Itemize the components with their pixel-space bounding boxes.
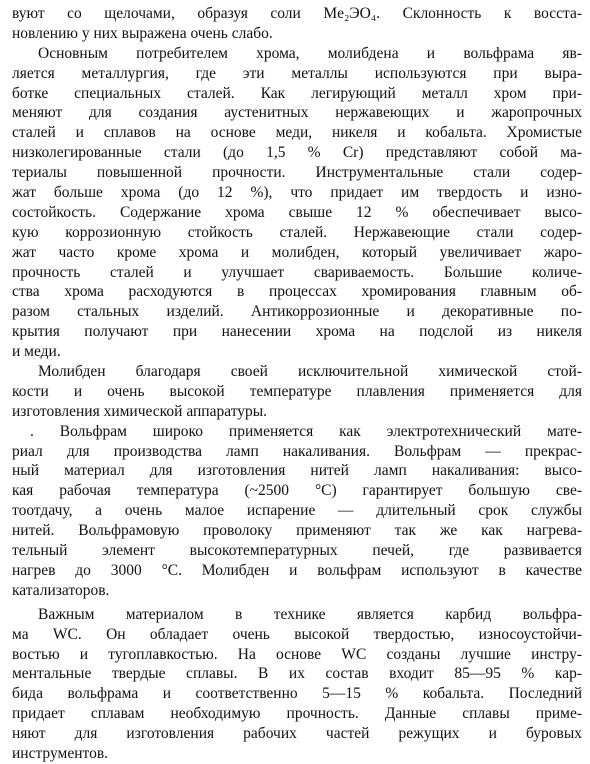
text-line: кую коррозионную стойкость сталей. Нержавеющие стали содер-	[12, 223, 582, 241]
text-line: жат больше хрома (до 12 %), что придает им твердость и изно-	[12, 184, 582, 202]
text-line: изготовления химической аппаратуры.	[12, 402, 268, 420]
text-line: риал для производства ламп накаливания. Вольфрам — прекрас-	[12, 442, 582, 460]
text-line: вуют со щелочами, образуя соли Me₂ЭO₄. Склонность к восста-	[12, 5, 582, 22]
text-line: териалы повышенной прочности. Инструментальные стали содер-	[12, 164, 582, 182]
text-line: няют для изготовления рабочих частей режущих и буровых	[12, 725, 582, 743]
paragraph-1	[12, 4, 582, 44]
text-line: ства хрома расходуются в процессах хромирования главным об-	[12, 283, 582, 301]
paragraph-4	[12, 422, 582, 601]
text-line: нитей. Вольфрамовую проволоку применяют так же как нагрева-	[12, 522, 582, 540]
text-line: тоотдачу, а очень малое испарение — длительный срок службы	[12, 502, 582, 520]
text-line: крытия получают при нанесении хрома на подслой из никеля	[12, 323, 582, 341]
text-line: ный материал для изготовления нитей ламп накаливания: высо-	[12, 462, 582, 480]
text-line: придает сплавам необходимую прочность. Данные сплавы приме-	[12, 705, 582, 723]
text-line: Основным потребителем хрома, молибдена и вольфрама яв-	[38, 44, 582, 62]
text-line: . Вольфрам широко применяется как электротехнический мате-	[30, 422, 582, 440]
paragraph-3	[12, 362, 582, 422]
text-line: бида вольфрама и соответственно 5—15 % кобальта. Последний	[12, 685, 582, 703]
paragraph-2	[12, 44, 582, 362]
text-line: инструментов.	[12, 744, 109, 762]
text-line: катализаторов.	[12, 581, 110, 599]
text-line: разом стальных изделий. Антикоррозионные и декоративные по-	[12, 303, 582, 321]
text-line: ляется металлургия, где эти металлы используются при выра-	[12, 64, 582, 82]
text-line: востью и тугоплавкостью. На основе WC созданы лучшие инстру-	[12, 645, 582, 663]
text-line: сталей и сплавов на основе меди, никеля и кобальта. Хромистые	[12, 124, 582, 142]
text-line: ментальные твердые сплавы. В их состав входит 85—95 % кар-	[12, 665, 582, 683]
paragraph-5	[12, 605, 582, 764]
text-line: жат часто кроме хрома и молибден, который увеличивает жаро-	[12, 243, 582, 261]
text-line: Важным материалом в технике является карбид вольфра-	[38, 605, 582, 623]
text-line: Молибден благодаря своей исключительной химической стой-	[38, 363, 582, 381]
text-line: низколегированные стали (до 1,5 % Cr) представляют собой ма-	[12, 144, 582, 162]
text-line: нагрев до 3000 °C. Молибден и вольфрам используют в качестве	[12, 561, 582, 579]
text-line: кая рабочая температура (~2500 °C) гарантирует большую све-	[12, 482, 582, 500]
text-line: новлению у них выражена очень слабо.	[12, 24, 273, 42]
text-line: прочность сталей и улучшает свариваемость. Большие количе-	[12, 263, 582, 281]
text-line: меняют для создания аустенитных нержавеющих и жаропрочных	[12, 104, 582, 122]
text-line: ма WC. Он обладает очень высокой твердостью, износоустойчи-	[12, 625, 582, 643]
text-line: состойкость. Содержание хрома свыше 12 % обеспечивает высо-	[12, 203, 582, 221]
text-line: кости и очень высокой температуре плавления применяется для	[12, 382, 582, 400]
text-line: ботке специальных сталей. Как легирующий металл хром при-	[12, 84, 582, 102]
text-line: и меди.	[12, 343, 61, 361]
text-line: тельный элемент высокотемпературных печей, где развивается	[12, 542, 582, 560]
